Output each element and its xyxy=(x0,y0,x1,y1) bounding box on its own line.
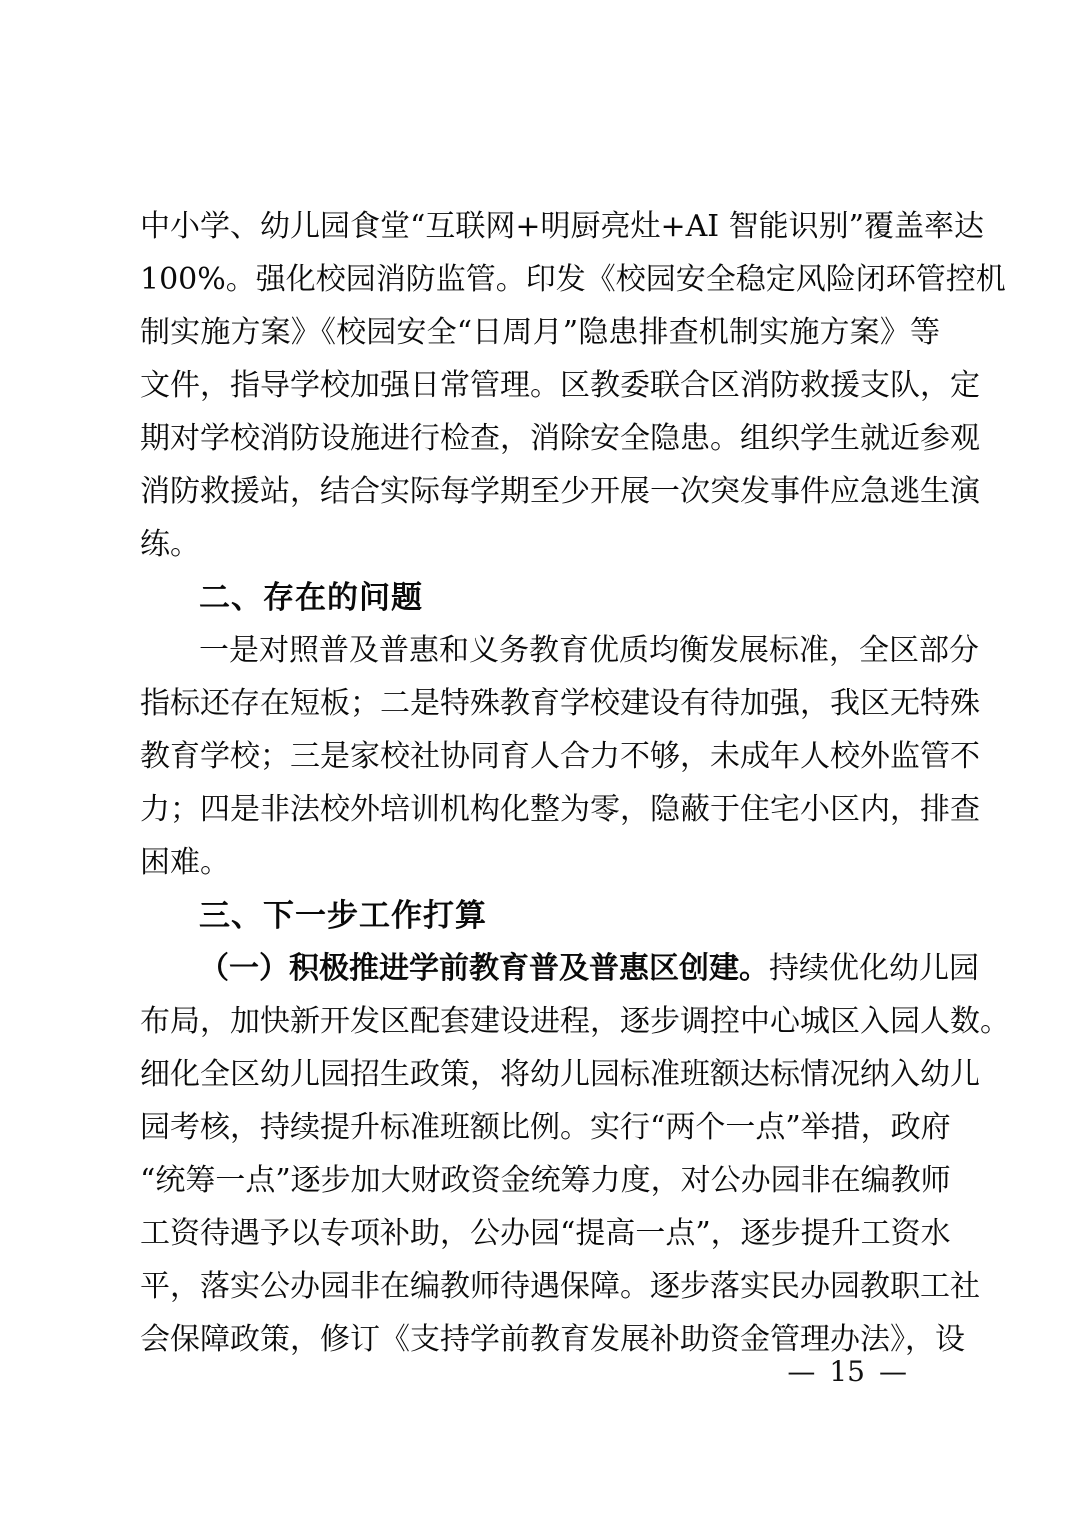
document-body xyxy=(140,200,1010,1366)
body-line: 教育学校；三是家校社协同育人合力不够，未成年人校外监管不 xyxy=(140,739,980,774)
body-line: “统筹一点”逐步加大财政资金统筹力度，对公办园非在编教师 xyxy=(140,1163,951,1198)
body-line: 文件，指导学校加强日常管理。区教委联合区消防救援支队，定 xyxy=(140,368,980,403)
body-line: 力；四是非法校外培训机构化整为零，隐蔽于住宅小区内，排查 xyxy=(140,792,980,827)
body-line: 消防救援站，结合实际每学期至少开展一次突发事件应急逃生演 xyxy=(140,474,980,509)
body-text: 持续优化幼儿园 xyxy=(769,951,979,986)
body-line: 细化全区幼儿园招生政策，将幼儿园标准班额达标情况纳入幼儿 xyxy=(140,1057,980,1092)
body-line: 制实施方案》《校园安全“日周月”隐患排查机制实施方案》等 xyxy=(140,315,940,350)
body-line: 园考核，持续提升标准班额比例。实行“两个一点”举措，政府 xyxy=(140,1110,951,1145)
subsection-title: （一）积极推进学前教育普及普惠区创建。 xyxy=(199,951,769,986)
body-line: 期对学校消防设施进行检查，消除安全隐患。组织学生就近参观 xyxy=(140,421,980,456)
footer-page-number: 15 xyxy=(829,1355,865,1388)
body-line: 平，落实公办园非在编教师待遇保障。逐步落实民办园教职工社 xyxy=(140,1269,980,1304)
body-line: 工资待遇予以专项补助，公办园“提高一点”，逐步提升工资水 xyxy=(140,1216,951,1251)
body-line: 中小学、幼儿园食堂“互联网+明厨亮灶+AI 智能识别”覆盖率达 xyxy=(140,209,984,244)
footer-dash-left: — xyxy=(787,1355,816,1388)
body-line: 指标还存在短板；二是特殊教育学校建设有待加强，我区无特殊 xyxy=(140,686,980,721)
body-line: 100%。强化校园消防监管。印发《校园安全稳定风险闭环管控机 xyxy=(140,262,1006,297)
body-line: 一是对照普及普惠和义务教育优质均衡发展标准，全区部分 xyxy=(199,633,979,668)
body-line xyxy=(140,942,979,995)
body-line: 困难。 xyxy=(140,845,230,880)
section-heading-problems: 二、存在的问题 xyxy=(199,580,423,615)
section-heading-next-steps: 三、下一步工作打算 xyxy=(199,898,487,933)
body-line: 会保障政策，修订《支持学前教育发展补助资金管理办法》，设 xyxy=(140,1322,965,1357)
page-number xyxy=(787,1352,907,1392)
body-line: 练。 xyxy=(140,527,200,562)
footer-dash-right: — xyxy=(879,1355,907,1388)
body-line: 布局，加快新开发区配套建设进程，逐步调控中心城区入园人数。 xyxy=(140,1004,1010,1039)
